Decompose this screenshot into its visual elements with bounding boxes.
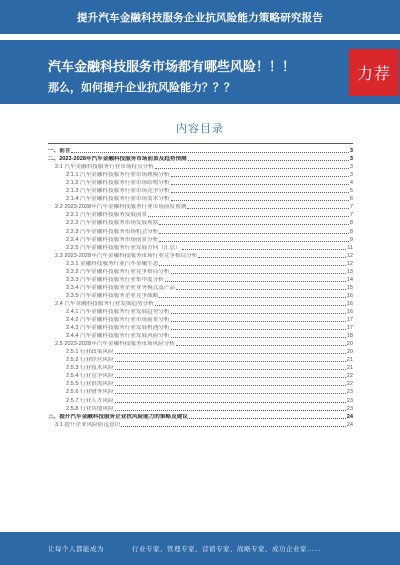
toc-leader-dots: [159, 241, 349, 242]
recommend-stamp: [349, 49, 399, 96]
toc-leader-dots: [155, 168, 349, 169]
toc-entry[interactable]: [48, 412, 353, 420]
toc-entry[interactable]: [48, 339, 353, 347]
toc-entry-title: 2.5.1 行业政策风险: [66, 349, 114, 356]
toc-entry-page: 23: [346, 405, 353, 412]
toc-entry-page: 16: [346, 308, 353, 315]
toc-entry-page: 7: [349, 212, 353, 219]
toc-entry[interactable]: [48, 267, 353, 275]
toc-leader-dots: [171, 184, 349, 185]
toc-leader-dots: [115, 393, 346, 394]
toc-entry-page: 3: [349, 148, 353, 155]
toc-leader-dots: [71, 152, 348, 153]
toc-entry-page: 22: [346, 381, 353, 388]
toc-entry-title: 2.4.2 汽车金融科技服务行业市场前景分析: [66, 317, 170, 324]
toc-leader-dots: [115, 410, 346, 411]
toc-entry-title: 2.5.2 行业经营风险: [66, 357, 114, 364]
toc-leader-dots: [171, 192, 349, 193]
toc-divider: [48, 143, 353, 144]
toc-leader-dots: [159, 233, 349, 234]
toc-leader-dots: [171, 176, 349, 177]
toc-entry[interactable]: [48, 154, 353, 162]
toc-entry[interactable]: [48, 299, 353, 307]
toc-entry-page: 21: [346, 357, 353, 364]
toc-entry[interactable]: [48, 259, 353, 267]
toc-leader-dots: [115, 385, 346, 386]
toc-leader-dots: [171, 200, 349, 201]
toc-entry[interactable]: [48, 202, 353, 210]
toc-entry-page: 16: [346, 292, 353, 299]
toc-entry-page: 11: [347, 244, 353, 251]
toc-entry-title: 2.3.2 汽车金融科技服务行业竞争格局分析: [66, 268, 170, 275]
toc-entry-title: 2.1.4 汽车金融科技服务行业市场需求分析: [66, 196, 170, 203]
toc-entry[interactable]: [48, 226, 353, 234]
toc-entry-title: 2.5.6 行业财务风险: [66, 389, 114, 396]
toc-entry[interactable]: [48, 387, 353, 395]
toc-entry-page: 3: [349, 156, 353, 163]
toc-leader-dots: [198, 257, 345, 258]
toc-entry[interactable]: [48, 379, 353, 387]
toc-leader-dots: [182, 249, 347, 250]
toc-entry[interactable]: [48, 186, 353, 194]
toc-entry[interactable]: [48, 371, 353, 379]
toc-entry-page: 20: [346, 349, 353, 356]
toc-entry-page: 24: [346, 421, 353, 428]
toc-entry-title: 2.3.1 金融科技服务行业汽车金融生态: [66, 260, 159, 267]
toc-entry-title: 2.2.2 汽车金融科技服务市场发展现状: [66, 220, 159, 227]
toc-entry[interactable]: [48, 162, 353, 170]
toc-leader-dots: [171, 337, 346, 338]
toc-entry[interactable]: [48, 323, 353, 331]
toc-entry-title: 2.2.4 汽车金融科技服务市场前景分析: [66, 236, 159, 243]
toc-entry[interactable]: [48, 291, 353, 299]
toc-leader-dots: [148, 216, 349, 217]
toc-entry-title: 2.4.1 汽车金融科技服务行业发展趋势分析: [66, 308, 170, 315]
toc-leader-dots: [159, 224, 349, 225]
toc-entry-title: 2.2.5 汽车金融科技服务行业发展方向（汇总）: [66, 244, 181, 251]
toc-leader-dots: [176, 289, 346, 290]
toc-entry-title: 2.3.4 汽车金融科技服务企业业务模式及产品: [66, 284, 176, 291]
toc-entry-title: 2.5.4 行业竞争风险: [66, 373, 114, 380]
toc-leader-dots: [159, 265, 345, 266]
toc-entry-title: 2.1.1 汽车金融科技服务行业市场规模分析: [66, 172, 170, 179]
toc-entry-page: 17: [346, 325, 353, 332]
header-bar: [0, 0, 400, 34]
toc-entry[interactable]: [48, 420, 353, 428]
toc-leader-dots: [115, 369, 346, 370]
toc-entry-page: 5: [349, 188, 353, 195]
toc-leader-dots: [189, 418, 346, 419]
toc-entry[interactable]: [48, 404, 353, 412]
toc-leader-dots: [171, 273, 346, 274]
toc-entry-page: 24: [346, 413, 353, 420]
toc-entry-title: 3.1 提升企业风险防范意识: [55, 421, 121, 428]
toc-entry-title: 2.1.3 汽车金融科技服务行业市场竞争分析: [66, 188, 170, 195]
toc-leader-dots: [165, 281, 346, 282]
toc-entry-title: 2.1 汽车金融科技服务行业市场特点分析: [55, 164, 154, 171]
toc-entry-title: 一、前言: [48, 148, 71, 155]
stamp-label: 力荐: [356, 64, 391, 83]
toc-entry[interactable]: [48, 178, 353, 186]
toc-entry-title: 2.3.3 汽车金融科技服务行业集中度分析: [66, 276, 164, 283]
footer-tagline: 行业专家、管理专家、营销专家、战略专家、成功企业家……: [132, 546, 321, 553]
toc-leader-dots: [115, 402, 346, 403]
toc-entry[interactable]: [48, 315, 353, 323]
toc-entry-title: 2.5.3 行业技术风险: [66, 365, 114, 372]
toc-leader-dots: [159, 297, 345, 298]
toc-list: [48, 146, 353, 428]
toc-entry-page: 18: [346, 333, 353, 340]
toc-entry[interactable]: [48, 218, 353, 226]
toc-leader-dots: [115, 361, 346, 362]
toc-entry[interactable]: [48, 235, 353, 243]
toc-leader-dots: [171, 329, 346, 330]
banner-subheadline: 那么，如何提升企业抗风险能力？？？: [48, 82, 235, 94]
toc-entry-page: 3: [349, 164, 353, 171]
toc-entry[interactable]: [48, 275, 353, 283]
toc-entry-page: 4: [349, 180, 353, 187]
toc-entry[interactable]: [48, 347, 353, 355]
toc-entry-page: 3: [349, 172, 353, 179]
toc-entry-page: 7: [349, 204, 353, 211]
toc-entry[interactable]: [48, 194, 353, 202]
toc-leader-dots: [121, 426, 345, 427]
toc-entry-page: 16: [346, 300, 353, 307]
toc-leader-dots: [171, 321, 346, 322]
toc-entry[interactable]: [48, 251, 353, 259]
toc-entry[interactable]: [48, 146, 353, 154]
toc-leader-dots: [187, 208, 349, 209]
toc-entry-page: 20: [346, 341, 353, 348]
toc-entry-page: 8: [349, 228, 353, 235]
toc-entry-page: 9: [349, 236, 353, 243]
toc-entry-page: 21: [346, 365, 353, 372]
toc-entry-title: 2.1.2 汽车金融科技服务行业市场结构分析: [66, 180, 170, 187]
toc-entry-title: 2.5.8 行业其他风险: [66, 405, 114, 412]
toc-entry-page: 6: [349, 196, 353, 203]
toc-entry[interactable]: [48, 395, 353, 403]
toc-leader-dots: [115, 377, 346, 378]
toc-entry-title: 2.5 2023-2028年汽车金融科技服务市场风险分析: [55, 341, 175, 348]
toc-entry-page: 23: [346, 397, 353, 404]
toc-entry[interactable]: [48, 363, 353, 371]
toc-entry-title: 2.5.7 行业人才风险: [66, 397, 114, 404]
toc-entry[interactable]: [48, 283, 353, 291]
toc-entry-title: 2.5.5 行业供需风险: [66, 381, 114, 388]
toc-entry-title: 三、提升汽车金融科技服务企业抗风险能力的策略及建议: [48, 413, 188, 420]
toc-entry-page: 14: [346, 276, 353, 283]
toc-entry-title: 2.4 汽车金融科技服务行业发展趋势分析: [55, 300, 154, 307]
toc-entry[interactable]: [48, 170, 353, 178]
toc-entry[interactable]: [48, 355, 353, 363]
toc-leader-dots: [176, 345, 346, 346]
toc-entry-title: 2.3 2023-2028年汽车金融科技服务市场行业竞争格局分析: [55, 252, 198, 259]
toc-entry-page: 12: [346, 260, 353, 267]
toc-entry-page: 15: [346, 284, 353, 291]
toc-leader-dots: [171, 313, 346, 314]
toc-entry-title: 二、2023-2028年汽车金融科技服务市场前景及趋势预测: [48, 156, 187, 163]
toc-entry[interactable]: [48, 331, 353, 339]
toc-entry[interactable]: [48, 307, 353, 315]
toc-entry-page: 13: [346, 268, 353, 275]
toc-leader-dots: [188, 160, 349, 161]
toc-leader-dots: [115, 353, 346, 354]
toc-entry-page: 22: [346, 373, 353, 380]
toc-entry-title: 2.4.3 汽车金融科技服务行业发展机遇分析: [66, 325, 170, 332]
toc-entry-title: 2.2 2023-2028年汽车金融科技服务行业市场前景预测: [55, 204, 187, 211]
toc-entry-page: 17: [346, 317, 353, 324]
banner-headline: 汽车金融科技服务市场都有哪些风险！！！: [48, 59, 296, 74]
footer-slogan: 让每个人都能成为: [48, 546, 104, 553]
toc-entry[interactable]: [48, 210, 353, 218]
report-title: 提升汽车金融科技服务企业抗风险能力策略研究报告: [76, 11, 324, 24]
toc-title: 内容目录: [176, 123, 224, 135]
toc-entry-title: 2.2.1 汽车金融科技服务发展前景: [66, 212, 148, 219]
toc-entry-page: 23: [346, 389, 353, 396]
toc-entry-title: 2.2.3 汽车金融科技服务市场机会分析: [66, 228, 159, 235]
toc-entry-title: 2.3.5 汽车金融科技服务企业竞争战略: [66, 292, 159, 299]
toc-entry-page: 12: [346, 252, 353, 259]
toc-leader-dots: [155, 305, 346, 306]
toc-entry[interactable]: [48, 243, 353, 251]
toc-entry-page: 8: [349, 220, 353, 227]
toc-entry-title: 2.4.4 汽车金融科技服务行业发展风险分析: [66, 333, 170, 340]
